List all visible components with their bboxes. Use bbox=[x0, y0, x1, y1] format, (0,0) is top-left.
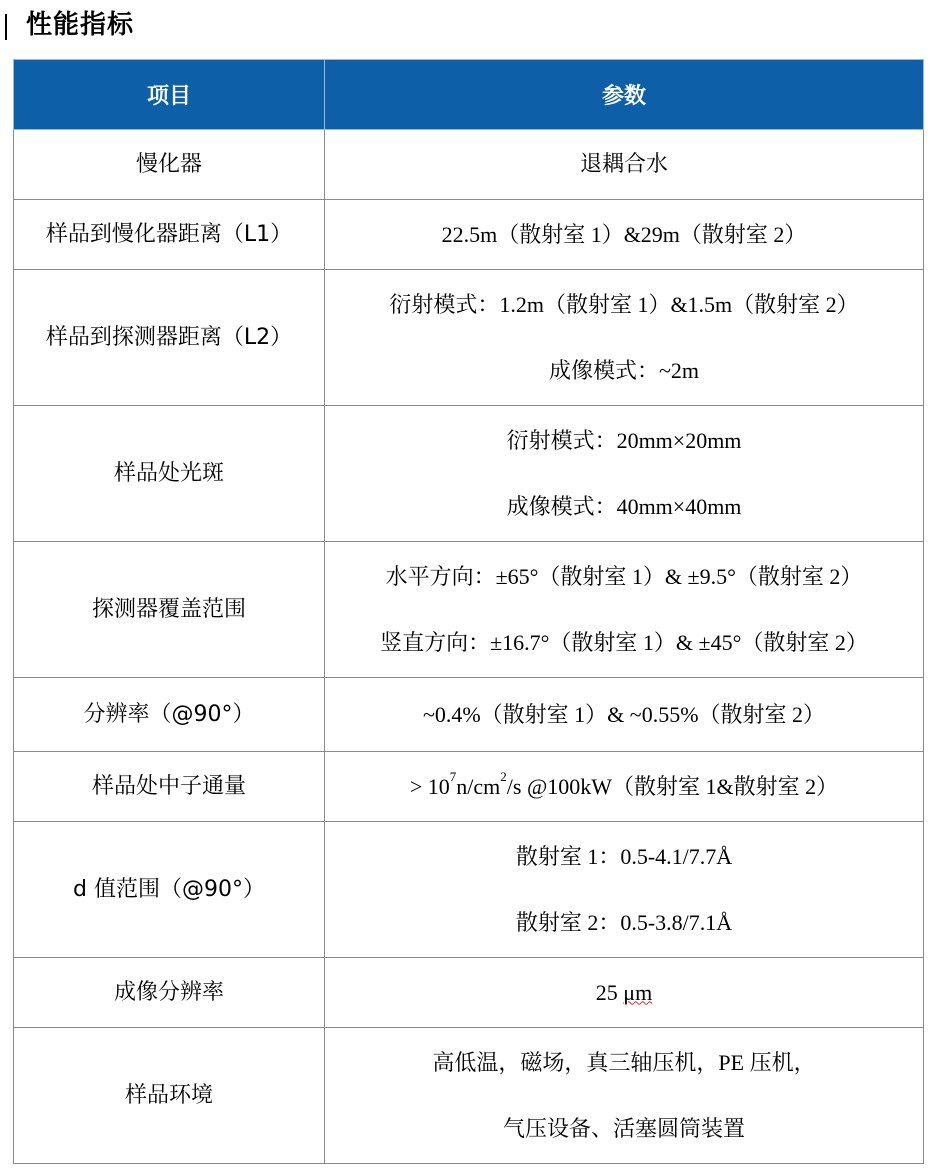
row-item: 分辨率（@90°） bbox=[14, 678, 325, 752]
row-item: 样品处光斑 bbox=[14, 406, 325, 542]
value-line: 衍射模式：20mm×20mm bbox=[506, 427, 742, 453]
value-line: 成像模式：~2m bbox=[548, 357, 699, 383]
row-value: 退耦合水 bbox=[325, 130, 924, 200]
title-accent-bar bbox=[5, 14, 7, 40]
row-value: ~0.4%（散射室 1）& ~0.55%（散射室 2） bbox=[325, 678, 924, 752]
section-title: 性能指标 bbox=[26, 10, 135, 40]
flux-exponent: 7 bbox=[449, 769, 457, 785]
value-line: 散射室 2：0.5-3.8/7.1Å bbox=[515, 909, 733, 935]
value-line: 散射室 1：0.5-4.1/7.7Å bbox=[515, 843, 733, 869]
row-item: 样品到慢化器距离（L1） bbox=[14, 200, 325, 270]
table-row bbox=[14, 200, 924, 270]
table-header-row bbox=[14, 60, 924, 130]
row-item: 样品处中子通量 bbox=[14, 752, 325, 822]
flux-area-exponent: 2 bbox=[500, 769, 507, 785]
row-value-multi bbox=[325, 1028, 924, 1164]
flux-suffix: /s @100kW（散射室 1&散射室 2） bbox=[506, 773, 839, 799]
row-item: 成像分辨率 bbox=[14, 958, 325, 1028]
header-item: 项目 bbox=[14, 60, 325, 130]
table-row bbox=[14, 678, 924, 752]
header-parameter: 参数 bbox=[325, 60, 924, 130]
table-row bbox=[14, 270, 924, 406]
row-value-multi bbox=[325, 542, 924, 678]
row-value-multi bbox=[325, 270, 924, 406]
row-item: 样品环境 bbox=[14, 1028, 325, 1164]
table-row bbox=[14, 752, 924, 822]
table-row bbox=[14, 822, 924, 958]
value-line: 气压设备、活塞圆筒装置 bbox=[502, 1115, 745, 1141]
row-value-multi bbox=[325, 822, 924, 958]
row-value: 22.5m（散射室 1）&29m（散射室 2） bbox=[325, 200, 924, 270]
table-row bbox=[14, 1028, 924, 1164]
row-item: 样品到探测器距离（L2） bbox=[14, 270, 325, 406]
flux-prefix: > 10 bbox=[409, 773, 450, 799]
flux-unit: n/cm bbox=[456, 773, 501, 799]
value-line: 竖直方向：±16.7°（散射室 1）& ±45°（散射室 2） bbox=[380, 629, 868, 655]
row-item: 探测器覆盖范围 bbox=[14, 542, 325, 678]
row-value-multi bbox=[325, 406, 924, 542]
table-row bbox=[14, 406, 924, 542]
section-header bbox=[0, 0, 934, 48]
table-row bbox=[14, 130, 924, 200]
value-line: 水平方向：±65°（散射室 1）& ±9.5°（散射室 2） bbox=[385, 563, 863, 589]
table-row bbox=[14, 542, 924, 678]
row-value-resolution bbox=[325, 958, 924, 1028]
spec-table bbox=[13, 59, 924, 1164]
table-row bbox=[14, 958, 924, 1028]
row-item: 慢化器 bbox=[14, 130, 325, 200]
row-value-flux bbox=[325, 752, 924, 822]
resolution-number: 25 bbox=[595, 979, 618, 1005]
value-line: 衍射模式：1.2m（散射室 1）&1.5m（散射室 2） bbox=[389, 291, 859, 317]
value-line: 成像模式：40mm×40mm bbox=[506, 493, 742, 519]
resolution-unit: μm bbox=[623, 979, 653, 1005]
row-item: d 值范围（@90°） bbox=[14, 822, 325, 958]
value-line: 高低温，磁场，真三轴压机，PE 压机， bbox=[432, 1049, 816, 1075]
